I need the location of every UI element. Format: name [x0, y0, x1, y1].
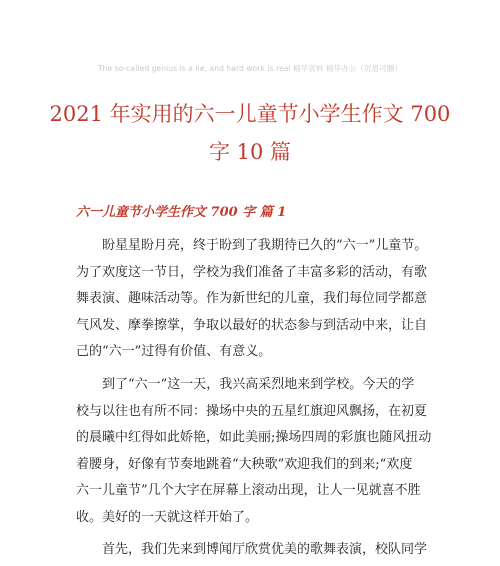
paragraph-line: 己的“六一”过得有价值、有意义。 — [76, 344, 272, 359]
header-tagline: The so-called genius is a lie, and hard work is real 精华资料 精华办公（页眉可删） — [97, 64, 403, 73]
title-line-2: 字 10 篇 — [208, 140, 292, 164]
title-line-1: 2021 年实用的六一儿童节小学生作文 700 — [49, 102, 451, 126]
paragraph-line: 校与以往也有所不同：操场中央的五星红旗迎风飘扬，在初夏 — [76, 403, 428, 419]
paragraph-3 — [76, 537, 426, 564]
paragraph-line: 首先，我们先来到博闻厅欣赏优美的歌舞表演，校队同学 — [76, 542, 428, 557]
paragraph-line: 盼星星盼月亮，终于盼到了我期待已久的“六一”儿童节。 — [76, 238, 428, 253]
section-heading: 六一儿童节小学生作文 700 字 篇 1 — [76, 205, 287, 220]
paragraph-line: 舞表演、趣味活动等。作为新世纪的儿童，我们每位同学都意 — [76, 291, 428, 306]
paragraph-line: 到了“六一”这一天，我兴高采烈地来到学校。今天的学 — [76, 377, 415, 392]
paragraph-line: 为了欢度这一节日，学校为我们准备了丰富多彩的活动，有歌 — [76, 264, 428, 280]
paragraph-1 — [76, 233, 426, 366]
paragraph-2 — [76, 372, 432, 531]
paragraph-line: 收。美好的一天就这样开始了。 — [76, 509, 259, 525]
paragraph-line: 的晨曦中红得如此娇艳，如此美丽;操场四周的彩旗也随风扭动 — [76, 430, 432, 445]
paragraph-line: 气风发、摩拳擦掌，争取以最好的状态参与到活动中来，让自 — [76, 317, 428, 333]
paragraph-line: 六一儿童节”几个大字在屏幕上滚动出现，让人一见就喜不胜 — [76, 483, 421, 498]
paragraph-line: 着腰身，好像有节奏地跳着“大秧歌”欢迎我们的到来;“欢度 — [76, 456, 413, 472]
document-title — [40, 95, 460, 171]
